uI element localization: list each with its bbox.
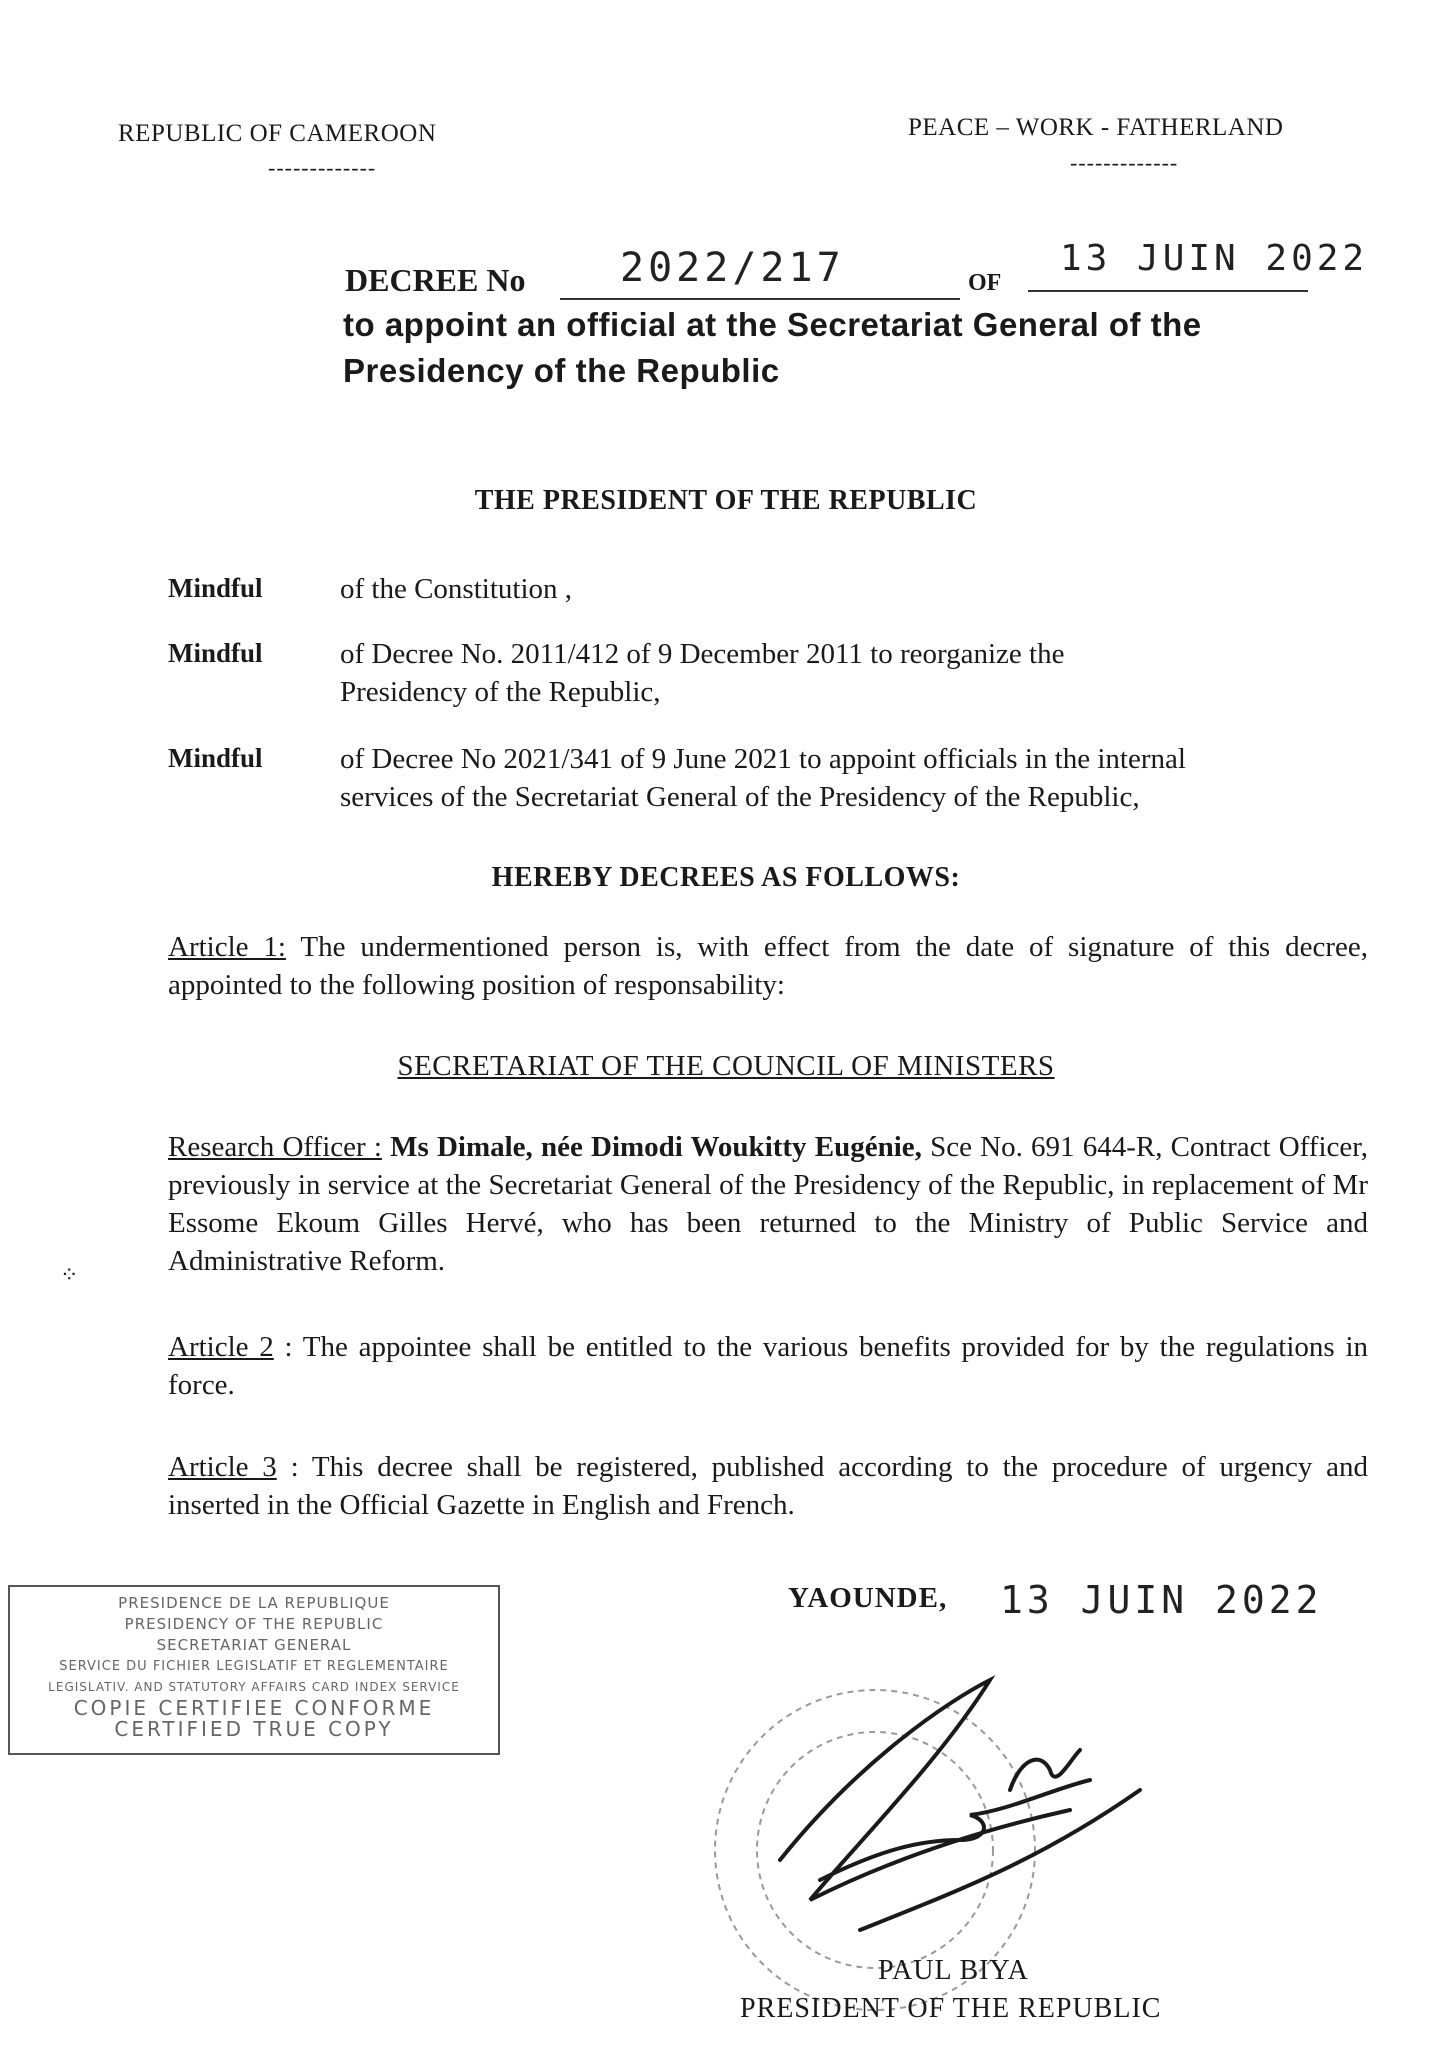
decree-of-label: OF	[968, 270, 1002, 296]
article-2	[168, 1328, 1368, 1404]
appointment-paragraph	[168, 1128, 1368, 1280]
article-1	[168, 928, 1368, 1004]
decree-number: 2022/217	[620, 245, 845, 291]
header-left-separator: -------------	[268, 155, 377, 180]
mindful-label-2: Mindful	[168, 638, 263, 668]
signature-place: YAOUNDE,	[788, 1582, 948, 1614]
article-1-label: Article 1:	[168, 931, 286, 963]
handwritten-signature-icon	[780, 1680, 1140, 1930]
decree-subtitle: to appoint an official at the Secretariat General of the Presidency of the Republic	[343, 306, 1202, 389]
decree-date: 13 JUIN 2022	[1060, 238, 1369, 279]
section-heading: SECRETARIAT OF THE COUNCIL OF MINISTERS	[397, 1050, 1055, 1082]
decree-date-underline	[1028, 290, 1308, 292]
signer-title: PRESIDENT OF THE REPUBLIC	[740, 1993, 1162, 2024]
mindful-text-3: of Decree No 2021/341 of 9 June 2021 to appoint officials in the internal services of the Secretariat General of the Presidency of the Republic,	[340, 743, 1186, 813]
article-1-text: The undermentioned person is, with effect from the date of signature of this decree, appointed to the following position of responsability:	[168, 931, 1368, 1001]
certified-copy-stamp: PRESIDENCE DE LA REPUBLIQUE PRESIDENCY OF THE REPUBLIC SECRETARIAT GENERAL SERVICE DU FICHIER LEGISLATIF ET REGLEMENTAIRE LEGISLATIV. AND STATUTORY AFFAIRS CARD INDEX SERVICE COPIE CERTIFIEE CONFORME CERTIFIED TRUE COPY	[8, 1585, 500, 1755]
appointment-position: Research Officer :	[168, 1131, 382, 1163]
appointment-text: Sce No. 691 644-R, Contract Officer, previously in service at the Secretariat General of the Presidency of the Republic, in replacement of Mr Essome Ekoum Gilles Hervé, who has been returned to the Ministry of Public Service and Administrative Reform.	[168, 1131, 1368, 1277]
mindful-label-3: Mindful	[168, 743, 263, 773]
article-3-label: Article 3	[168, 1451, 277, 1483]
mindful-label-1: Mindful	[168, 573, 263, 603]
header-left: REPUBLIC OF CAMEROON	[118, 120, 437, 147]
signer-name: PAUL BIYA	[878, 1955, 1029, 1986]
decree-label: DECREE No	[345, 262, 526, 298]
header-right-separator: -------------	[1070, 150, 1179, 175]
article-3	[168, 1448, 1368, 1524]
header-right: PEACE – WORK - FATHERLAND	[908, 114, 1284, 141]
appointee-name: Ms Dimale, née Dimodi Woukitty Eugénie,	[381, 1131, 922, 1163]
article-2-label: Article 2	[168, 1331, 274, 1363]
president-heading: THE PRESIDENT OF THE REPUBLIC	[474, 485, 978, 516]
decree-number-underline	[560, 298, 960, 300]
mindful-text-1: of the Constitution ,	[340, 573, 572, 605]
signature-date: 13 JUIN 2022	[1000, 1578, 1323, 1622]
article-2-text: : The appointee shall be entitled to the various benefits provided for by the regulations in force.	[168, 1331, 1368, 1401]
mindful-text-2: of Decree No. 2011/412 of 9 December 2011 to reorganize the Presidency of the Republic,	[340, 638, 1065, 708]
decrees-heading: HEREBY DECREES AS FOLLOWS:	[491, 862, 961, 893]
article-3-text: : This decree shall be registered, published according to the procedure of urgency and inserted in the Official Gazette in English and French.	[168, 1451, 1368, 1521]
margin-mark: ⁘	[60, 1262, 79, 1287]
